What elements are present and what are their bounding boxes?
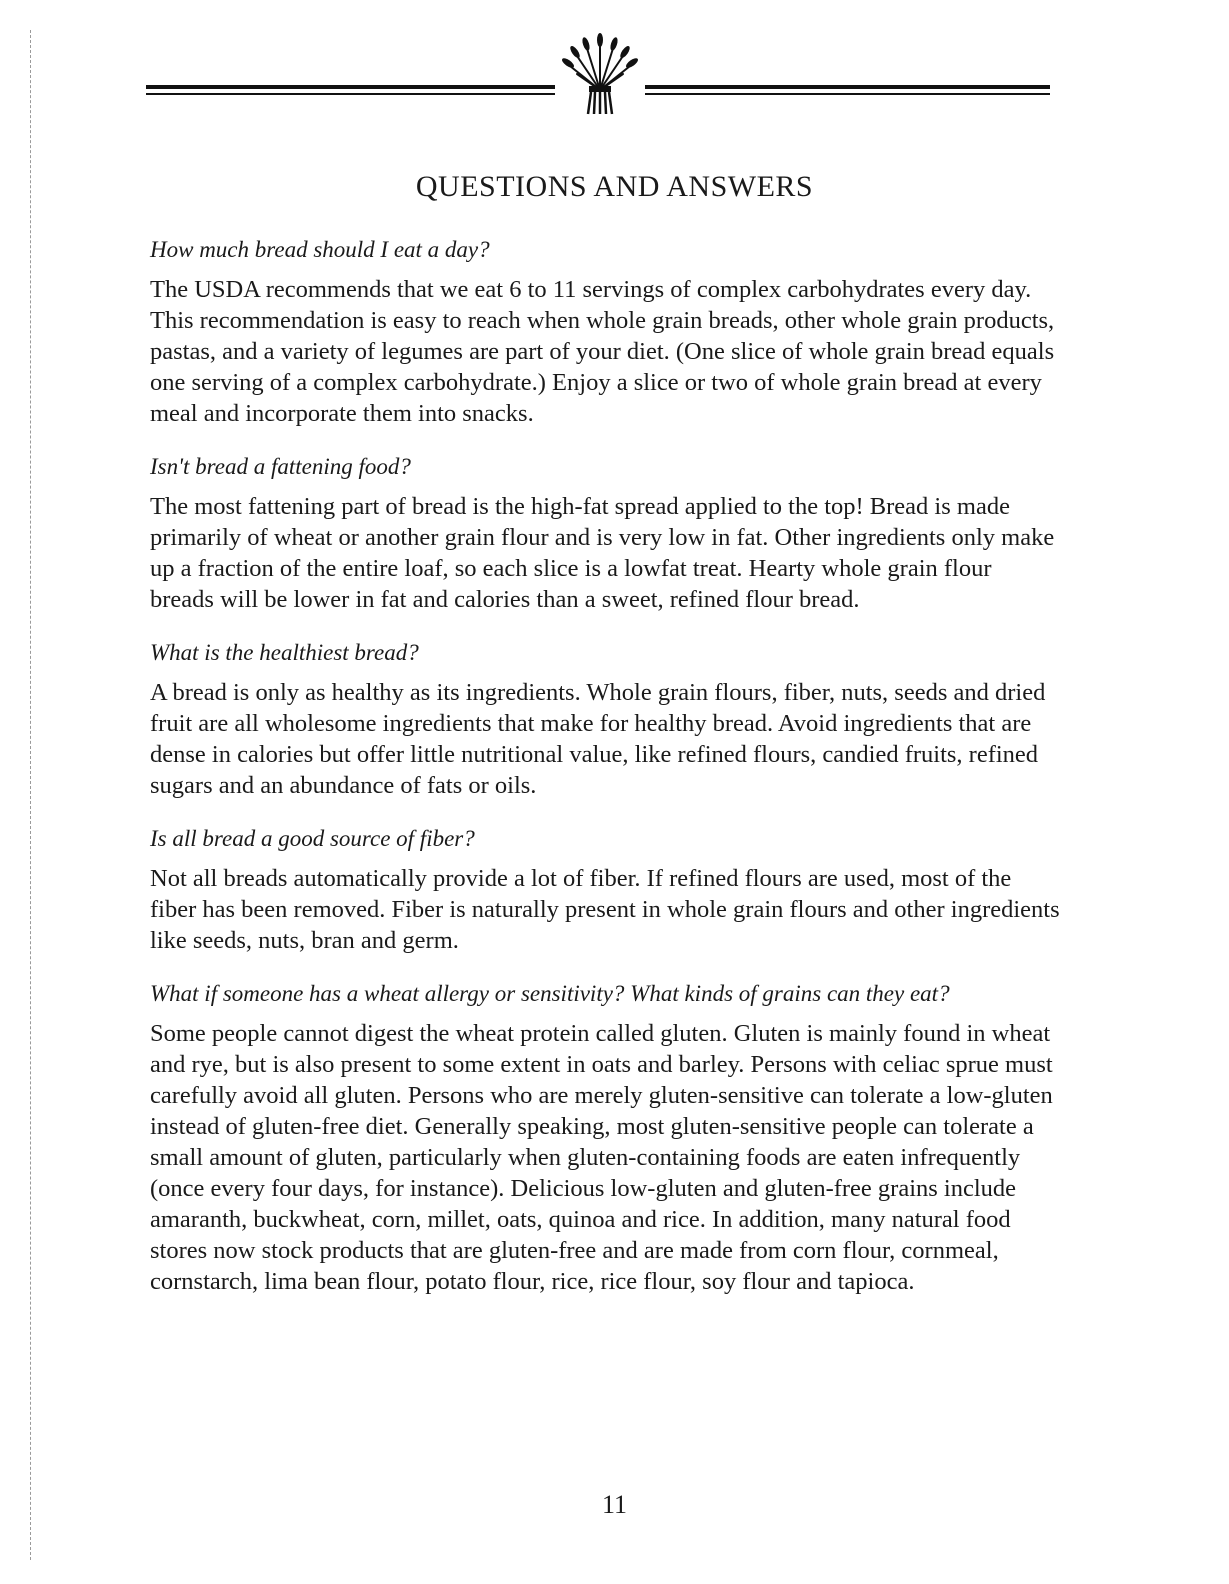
answer: Not all breads automatically provide a lot of fiber. If refined flours are used, most of the fiber has been removed. Fiber is naturally present in whole grain flours and other ingredients like seeds, nuts, bran and germ. <box>150 865 1060 954</box>
answer: A bread is only as healthy as its ingredients. Whole grain flours, fiber, nuts, seeds and dried fruit are all wholesome ingredients that make for healthy bread. Avoid ingredients that are dense in calories but offer little nutritional value, like refined flours, candied fruits, refined sugars and an abundance of fats or oils. <box>150 679 1046 799</box>
question: What is the healthiest bread? <box>150 640 419 665</box>
question: Isn't bread a fattening food? <box>150 454 411 479</box>
qa-item <box>150 825 1060 956</box>
answer: The most fattening part of bread is the high-fat spread applied to the top! Bread is made primarily of wheat or another grain flour and is very low in fat. Other ingredients only make up a fraction of the entire loaf, so each slice is a lowfat treat. Hearty whole grain flour breads will be lower in fat and calories than a sweet, refined flour bread. <box>150 493 1055 613</box>
page-title: QUESTIONS AND ANSWERS <box>415 170 814 203</box>
page-edge-mark <box>30 30 31 1560</box>
qa-section <box>150 236 1060 1321</box>
page-number: 11 <box>601 1490 628 1519</box>
qa-item <box>150 453 1060 615</box>
answer: The USDA recommends that we eat 6 to 11 servings of complex carbohydrates every day. This recommendation is easy to reach when whole grain breads, other whole grain products, pastas, and a variety of legumes are part of your diet. (One slice of whole grain bread equals one serving of a complex carbohydrate.) Enjoy a slice or two of whole grain bread at every meal and incorporate them into snacks. <box>150 276 1055 427</box>
question: How much bread should I eat a day? <box>150 237 490 262</box>
qa-item <box>150 980 1060 1297</box>
answer: Some people cannot digest the wheat protein called gluten. Gluten is mainly found in wheat and rye, but is also present to some extent in oats and barley. Persons with celiac sprue must carefully avoid all gluten. Persons who are merely gluten-sensitive can tolerate a low-gluten instead of gluten-free diet. Generally speaking, most gluten-sensitive people can tolerate a small amount of gluten, particularly when gluten-containing foods are eaten infrequently (once every four days, for instance). Delicious low-gluten and gluten-free grains include amaranth, buckwheat, corn, millet, oats, quinoa and rice. In addition, many natural food stores now stock products that are gluten-free and are made from corn flour, cornmeal, cornstarch, lima bean flour, potato flour, rice, rice flour, soy flour and tapioca. <box>150 1020 1053 1295</box>
question: Is all bread a good source of fiber? <box>150 826 475 851</box>
wheat-sheaf-icon <box>555 28 645 118</box>
qa-item <box>150 236 1060 429</box>
question: What if someone has a wheat allergy or sensitivity? What kinds of grains can they eat? <box>150 981 950 1006</box>
qa-item <box>150 639 1060 801</box>
